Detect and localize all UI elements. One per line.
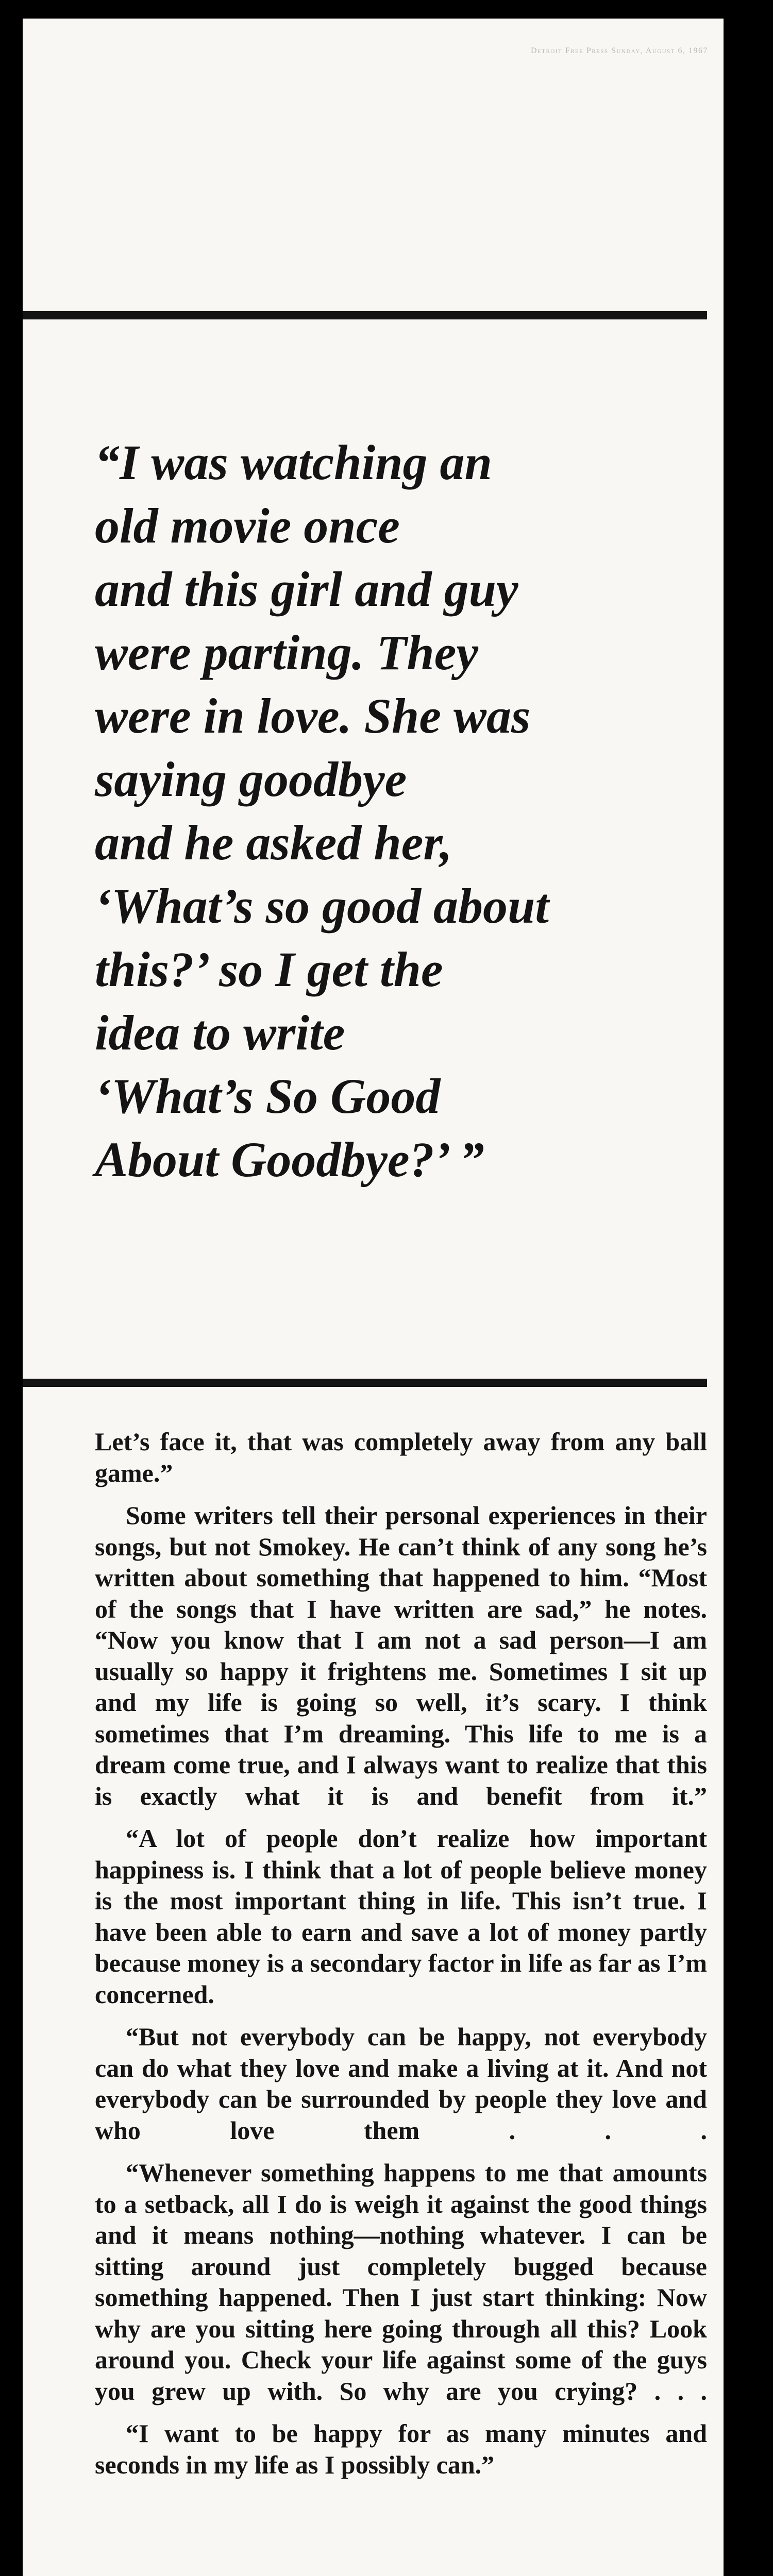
- article-paragraph: “I want to be happy for as many minutes and seconds in my life as I possibly can.”: [95, 2419, 707, 2479]
- pull-quote-line: About Goodbye?’ ”: [95, 1132, 484, 1187]
- pull-quote-line: and he asked her,: [95, 815, 452, 870]
- article-paragraph: “Whenever something happens to me that amounts to a setback, all I do is weigh it against the good things and it means nothing—nothing whatever. I can be sitting around just completely bugged because something happened. Then I just start thinking: Now why are you sitting here going through all this? Look around you. Check your life against some of the guys you grew up with. So why are you crying? . . .: [95, 2158, 707, 2405]
- bottom-rule: [23, 1379, 707, 1387]
- pull-quote-line: idea to write: [95, 1005, 345, 1060]
- article-paragraph: Let’s face it, that was completely away from any ball game.”: [95, 1427, 707, 1487]
- article-body: [95, 1426, 707, 2492]
- newspaper-clipping: [23, 19, 724, 2576]
- pull-quote-line: “I was watching an: [95, 435, 492, 490]
- dateline: Detroit Free Press Sunday, August 6, 1967: [531, 46, 708, 55]
- article-paragraph: Some writers tell their personal experiences in their songs, but not Smokey. He can’t think of any song he’s written about something that happened to him. “Most of the songs that I have written are sad,” he notes. “Now you know that I am not a sad person—I am usually so happy it frightens me. Sometimes I sit up and my life is going so well, it’s scary. I think sometimes that I’m dreaming. This life to me is a dream come true, and I always want to realize that this is exactly what it is and benefit from it.”: [95, 1501, 707, 1810]
- pull-quote-line: this?’ so I get the: [95, 942, 443, 997]
- pull-quote-line: were in love. She was: [95, 688, 531, 743]
- pull-quote: [95, 431, 703, 1191]
- pull-quote-line: were parting. They: [95, 625, 478, 680]
- pull-quote-line: and this girl and guy: [95, 562, 518, 617]
- pull-quote-line: ‘What’s so good about: [95, 878, 549, 934]
- article-paragraph: “A lot of people don’t realize how important happiness is. I think that a lot of people believe money is the most important thing in life. This isn’t true. I have been able to earn and save a lot of money partly because money is a secondary factor in life as far as I’m concerned.: [95, 1824, 707, 2009]
- pull-quote-line: old movie once: [95, 498, 400, 553]
- pull-quote-line: saying goodbye: [95, 752, 407, 807]
- article-paragraph: “But not everybody can be happy, not everybody can do what they love and make a living at it. And not everybody can be surrounded by people they love and who love them . . .: [95, 2022, 707, 2145]
- top-rule: [23, 311, 707, 319]
- pull-quote-line: ‘What’s So Good: [95, 1069, 441, 1124]
